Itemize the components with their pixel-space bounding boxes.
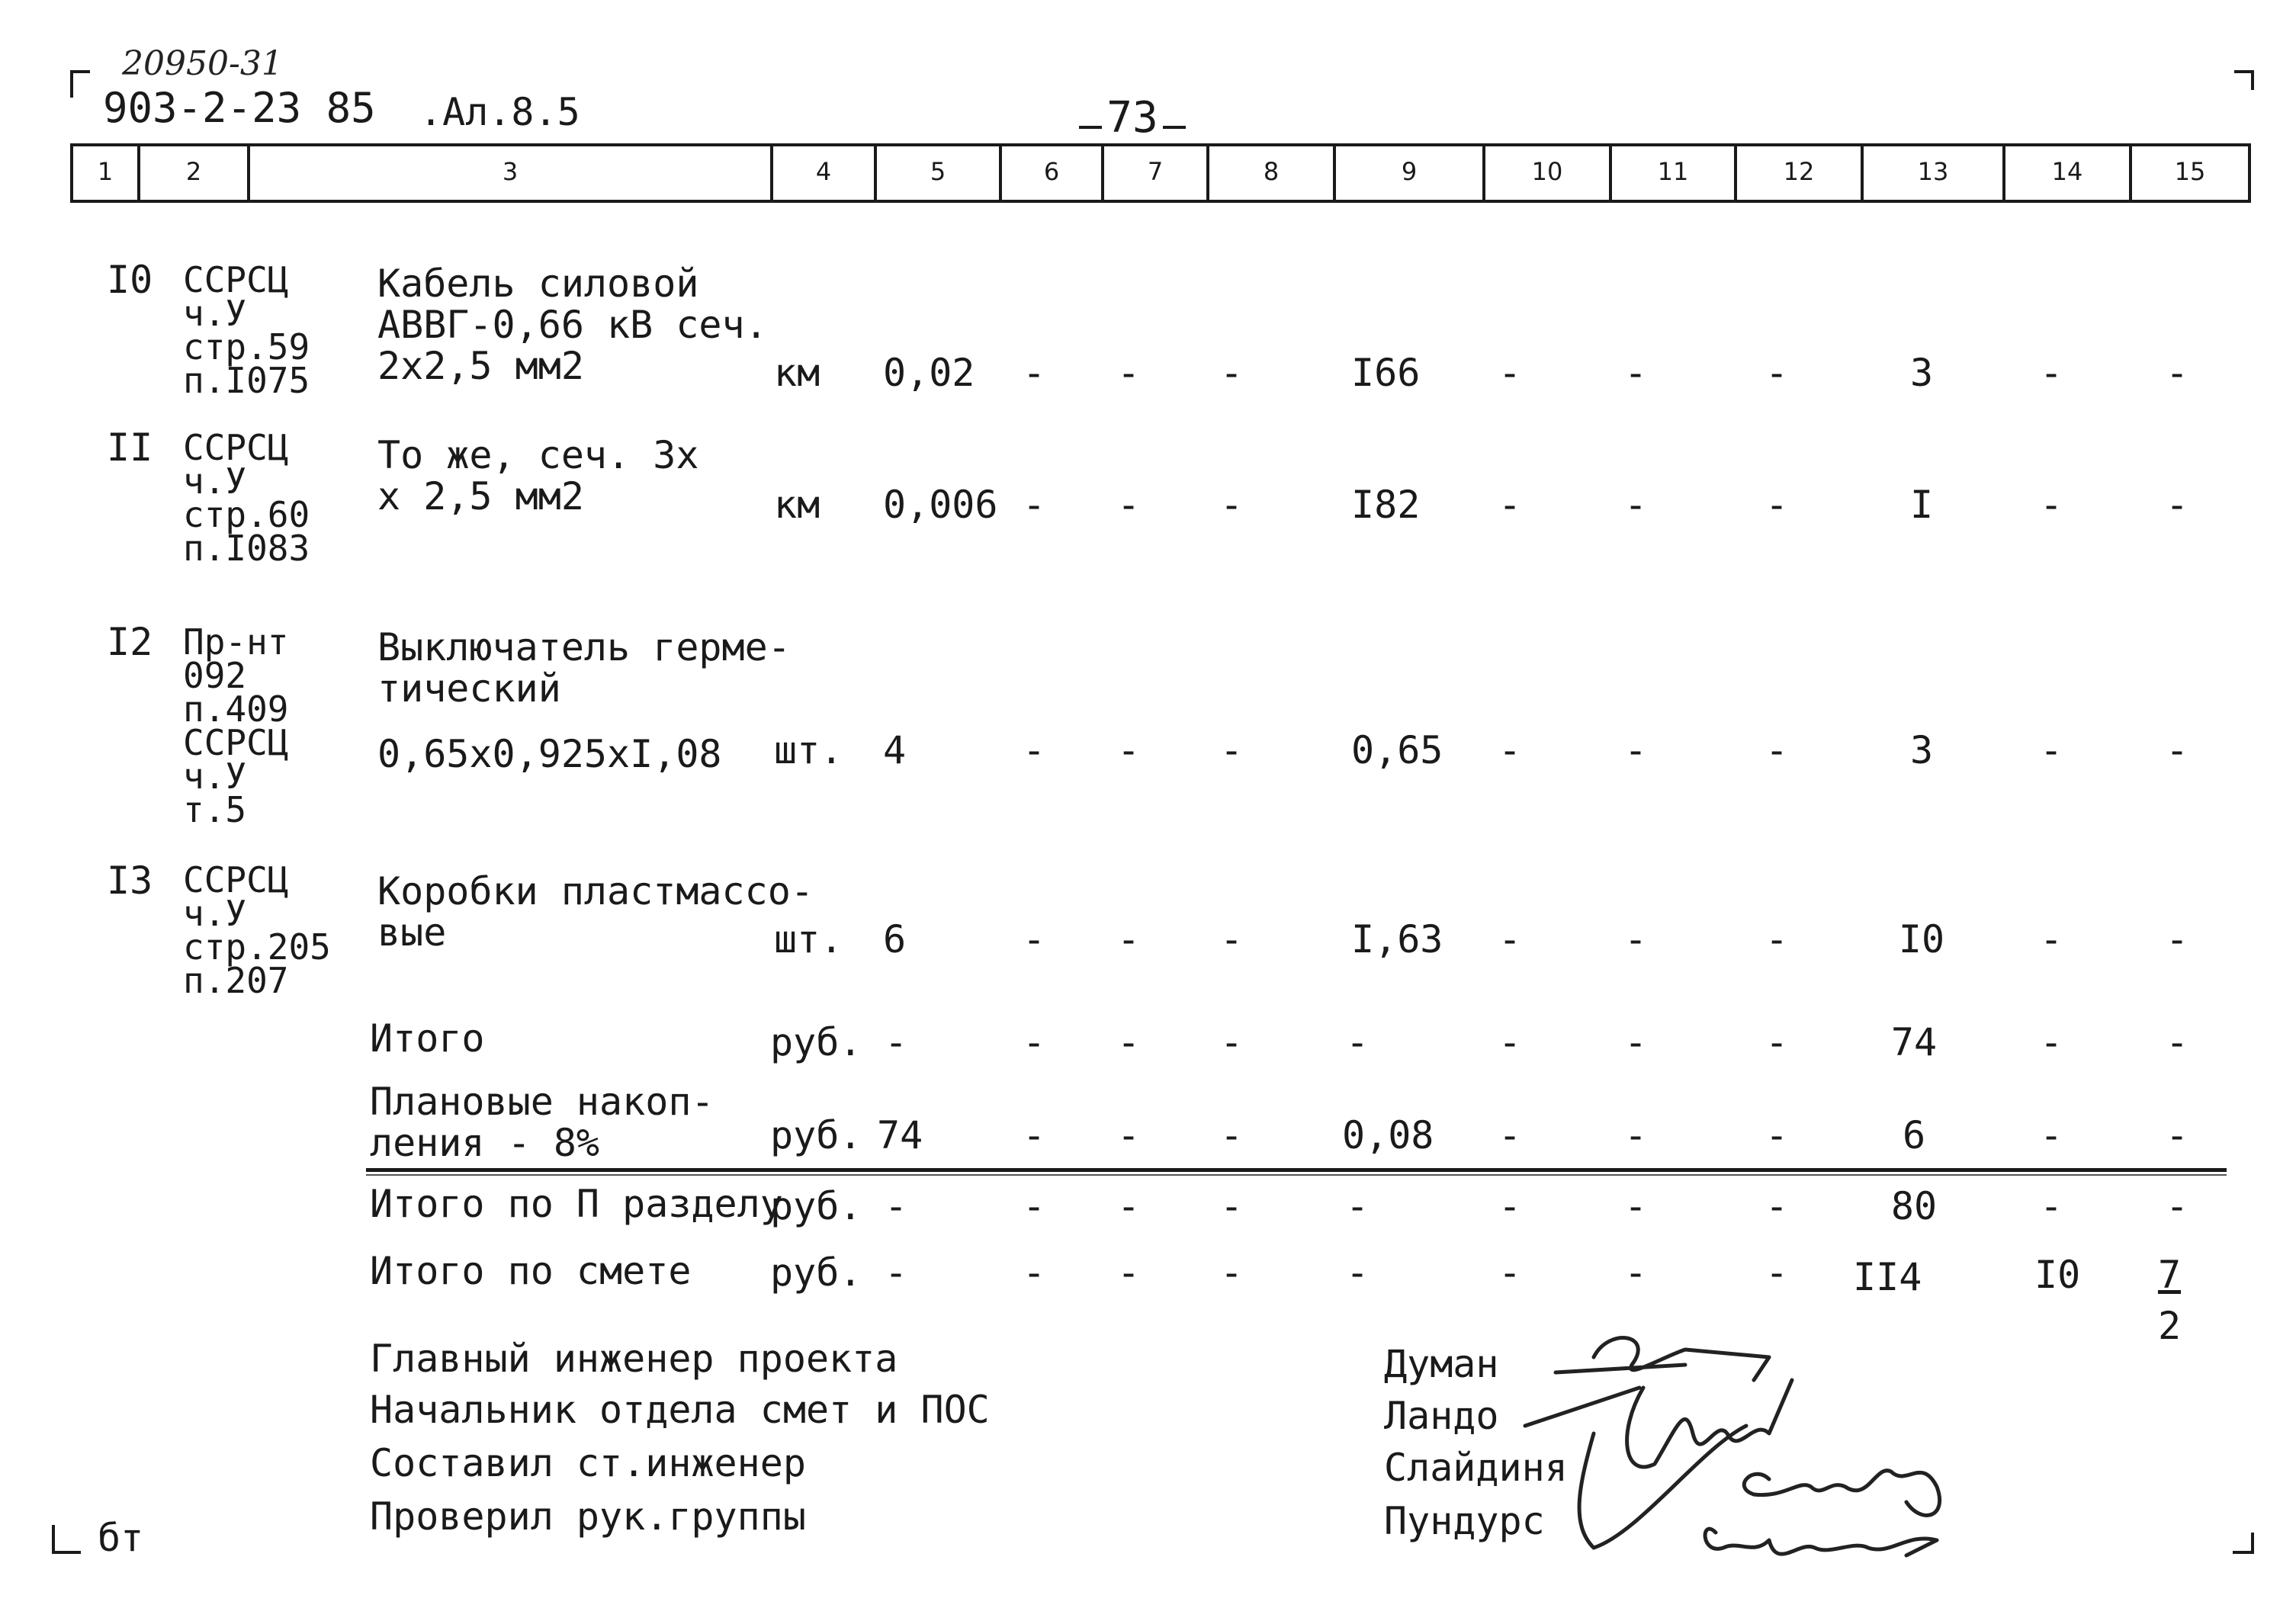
- row-value-7: -: [1116, 351, 1141, 395]
- total-value-5: -: [884, 1020, 908, 1064]
- row-number: II: [107, 425, 153, 470]
- row-value-13: 3: [1909, 728, 1934, 772]
- total-value-11: -: [1623, 1113, 1648, 1157]
- total-value-14: -: [2039, 1113, 2063, 1157]
- row-name: То же, сеч. 3х х 2,5 мм2: [377, 433, 699, 518]
- row-reference: ССРСЦ ч.У стр.60 п.I083: [183, 427, 310, 569]
- total-value-14: -: [2039, 1184, 2063, 1228]
- total-value-13: 6: [1902, 1113, 1926, 1157]
- row-reference: Пр-нт 092 п.409 ССРСЦ ч.У т.5: [183, 621, 289, 830]
- row-value-14: -: [2039, 351, 2063, 395]
- column-number: 6: [1043, 157, 1060, 186]
- signature-name: Ландо: [1384, 1394, 1499, 1438]
- total-value-6: -: [1022, 1250, 1046, 1295]
- column-number: 14: [2051, 157, 2083, 186]
- total-value-12: -: [1765, 1020, 1789, 1064]
- corner-mark-bl-h: [52, 1551, 81, 1554]
- total-value-14: I0: [2034, 1253, 2081, 1297]
- total-value-11: -: [1623, 1184, 1648, 1228]
- corner-mark-tl-h: [70, 70, 90, 73]
- row-unit: шт.: [774, 728, 843, 772]
- total-value-9: -: [1345, 1184, 1370, 1228]
- total-value-6: -: [1022, 1020, 1046, 1064]
- total-value-5: -: [884, 1250, 908, 1295]
- row-value-12: -: [1765, 728, 1789, 772]
- total-value-10: -: [1498, 1250, 1522, 1295]
- row-value-9: 0,65: [1351, 728, 1443, 772]
- signature-name: Слайдиня: [1384, 1446, 1568, 1490]
- row-value-7: -: [1116, 917, 1141, 961]
- column-number: 11: [1657, 157, 1689, 186]
- total-value-5: 74: [877, 1113, 923, 1157]
- section-separator: [366, 1168, 2227, 1172]
- row-value-6: -: [1022, 917, 1046, 961]
- column-number: 8: [1263, 157, 1280, 186]
- row-name: Кабель силовой АВВГ-0,66 кВ сеч. 2х2,5 мм2: [377, 262, 768, 388]
- signature-title: Начальник отдела смет и ПОС: [370, 1388, 990, 1432]
- total-value-15: -: [2165, 1020, 2189, 1064]
- total-value-9: -: [1345, 1020, 1370, 1064]
- total-value-11: -: [1623, 1250, 1648, 1295]
- page-number: 73: [1102, 98, 1163, 139]
- corner-mark-tl: [70, 70, 73, 98]
- total-value-12: -: [1765, 1113, 1789, 1157]
- row-value-9: I66: [1351, 351, 1421, 395]
- row-unit: шт.: [774, 917, 843, 961]
- handwritten-number: 20950-31: [122, 44, 283, 83]
- column-number: 12: [1783, 157, 1815, 186]
- row-value-7: -: [1116, 483, 1141, 527]
- row-value-11: -: [1623, 483, 1648, 527]
- total-value-11: -: [1623, 1020, 1648, 1064]
- row-number: I0: [107, 258, 153, 302]
- total-value-13: 80: [1890, 1184, 1938, 1228]
- total-label: Итого: [370, 1016, 485, 1061]
- row-unit: км: [774, 351, 820, 395]
- signature-title: Главный инженер проекта: [370, 1337, 898, 1381]
- column-number: 10: [1531, 157, 1563, 186]
- total-value-7: -: [1116, 1113, 1141, 1157]
- column-number: 1: [97, 157, 114, 186]
- row-name: Выключатель герме- тический 0,65х0,925хI,08: [377, 625, 791, 776]
- total-value-15: -: [2165, 1184, 2189, 1228]
- total-value-8: -: [1219, 1250, 1244, 1295]
- corner-mark-bl: [52, 1525, 55, 1552]
- row-value-10: -: [1498, 483, 1522, 527]
- row-value-6: -: [1022, 351, 1046, 395]
- row-value-12: -: [1765, 351, 1789, 395]
- total-value-8: -: [1219, 1184, 1244, 1228]
- total-value-12: -: [1765, 1250, 1789, 1295]
- total-value-9: 0,08: [1342, 1113, 1434, 1157]
- corner-mark-br: [2251, 1533, 2254, 1554]
- total-value-13: II4: [1853, 1255, 1922, 1299]
- column-number: 5: [930, 157, 946, 186]
- signature-name: Думан: [1384, 1342, 1499, 1386]
- row-reference: ССРСЦ ч.У стр.59 п.I075: [183, 259, 310, 401]
- column-header-strip: [70, 143, 2251, 203]
- column-number: 15: [2174, 157, 2206, 186]
- row-value-14: -: [2039, 728, 2063, 772]
- total-value-9: -: [1345, 1250, 1370, 1295]
- total-value-10: -: [1498, 1113, 1522, 1157]
- total-value-7: -: [1116, 1250, 1141, 1295]
- total-value-13: 74: [1890, 1020, 1938, 1064]
- total-unit: руб.: [770, 1250, 862, 1295]
- document-code: 903-2-23 85: [103, 84, 376, 132]
- row-value-10: -: [1498, 728, 1522, 772]
- row-value-8: -: [1219, 351, 1244, 395]
- column-number: 7: [1147, 157, 1164, 186]
- row-value-6: -: [1022, 483, 1046, 527]
- row-value-12: -: [1765, 917, 1789, 961]
- row-value-5: 4: [883, 728, 907, 772]
- album-label: .Ал.8.5: [419, 90, 580, 134]
- total-value-7: -: [1116, 1020, 1141, 1064]
- row-value-11: -: [1623, 351, 1648, 395]
- handwritten-signatures: [1510, 1311, 1998, 1586]
- total-value-15: -: [2165, 1113, 2189, 1157]
- total-value-5: -: [884, 1184, 908, 1228]
- row-number: I2: [107, 620, 153, 664]
- total-value-14: -: [2039, 1020, 2063, 1064]
- total-value-8: -: [1219, 1113, 1244, 1157]
- row-value-9: I82: [1351, 483, 1421, 527]
- total-label: Плановые накоп- ления - 8%: [370, 1080, 714, 1165]
- row-value-15: -: [2165, 917, 2189, 961]
- row-value-10: -: [1498, 351, 1522, 395]
- row-unit: км: [774, 483, 820, 527]
- row-value-8: -: [1219, 728, 1244, 772]
- total-unit: руб.: [770, 1184, 862, 1228]
- row-value-8: -: [1219, 917, 1244, 961]
- row-value-6: -: [1022, 728, 1046, 772]
- row-value-5: 6: [883, 917, 907, 961]
- signature-title: Составил ст.инженер: [370, 1441, 806, 1485]
- column-number: 13: [1917, 157, 1949, 186]
- signature-title: Проверил рук.группы: [370, 1494, 806, 1539]
- row-value-13: 3: [1909, 351, 1934, 395]
- total-value-6: -: [1022, 1184, 1046, 1228]
- row-number: I3: [107, 859, 153, 903]
- row-value-8: -: [1219, 483, 1244, 527]
- row-value-9: I,63: [1351, 917, 1443, 961]
- signature-name: Пундурс: [1384, 1499, 1545, 1543]
- row-value-15: -: [2165, 728, 2189, 772]
- row-value-11: -: [1623, 917, 1648, 961]
- corner-mark-br-h: [2233, 1551, 2253, 1554]
- row-name: Коробки пластмассо- вые: [377, 869, 814, 955]
- corner-mark-tr: [2251, 70, 2254, 90]
- column-number: 4: [815, 157, 832, 186]
- total-value-7: -: [1116, 1184, 1141, 1228]
- total-label: Итого по смете: [370, 1249, 692, 1293]
- row-value-10: -: [1498, 917, 1522, 961]
- row-value-15: -: [2165, 483, 2189, 527]
- total-value-12: -: [1765, 1184, 1789, 1228]
- row-value-7: -: [1116, 728, 1141, 772]
- row-value-15: -: [2165, 351, 2189, 395]
- row-value-13: I0: [1898, 917, 1945, 961]
- row-value-5: 0,006: [883, 483, 998, 527]
- column-number: 3: [502, 157, 519, 186]
- total-value-10: -: [1498, 1020, 1522, 1064]
- corner-mark-text: бт: [98, 1516, 144, 1560]
- row-value-11: -: [1623, 728, 1648, 772]
- total-value-10: -: [1498, 1184, 1522, 1228]
- total-unit: руб.: [770, 1020, 862, 1064]
- column-number: 9: [1401, 157, 1418, 186]
- row-value-13: I: [1909, 483, 1934, 527]
- total-value-8: -: [1219, 1020, 1244, 1064]
- section-separator-thin: [366, 1174, 2227, 1176]
- total-value-6: -: [1022, 1113, 1046, 1157]
- row-value-12: -: [1765, 483, 1789, 527]
- row-value-14: -: [2039, 483, 2063, 527]
- row-value-14: -: [2039, 917, 2063, 961]
- total-value-15: 7: [2157, 1253, 2182, 1297]
- row-reference: ССРСЦ ч.У стр.205 п.207: [183, 859, 331, 1001]
- row-value-5: 0,02: [883, 351, 975, 395]
- column-number: 2: [185, 157, 202, 186]
- total-unit: руб.: [770, 1113, 862, 1157]
- total-label: Итого по П разделу: [370, 1182, 783, 1226]
- total-value-15-lower: 2: [2157, 1304, 2182, 1348]
